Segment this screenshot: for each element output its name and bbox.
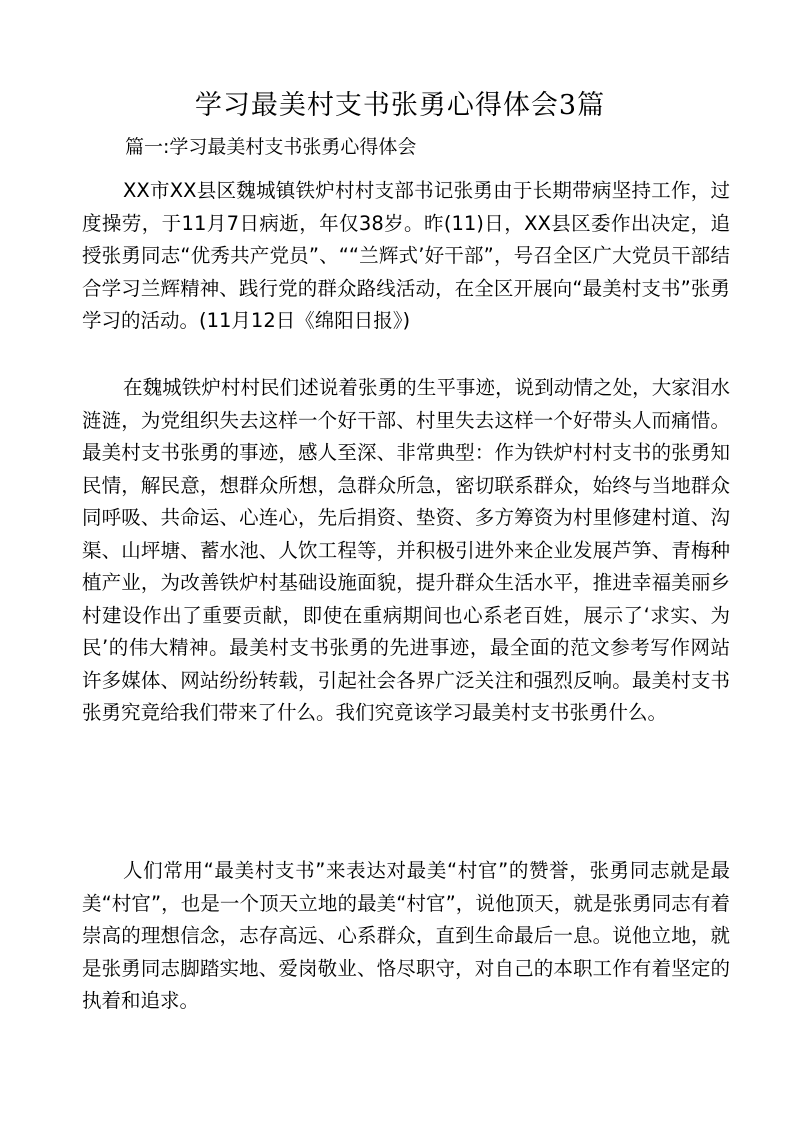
- paragraph-1: XX市XX县区魏城镇铁炉村村支部书记张勇由于长期带病坚持工作，过度操劳，于11月7日病逝，年仅38岁。昨(11)日，XX县区委作出决定，追授张勇同志“优秀共产党员”、““兰辉式’好干部”，号召全区广大党员干部结合学习兰辉精神、践行党的群众路线活动，在全区开展向“最美村支书”张勇学习的活动。(11月12日《绵阳日报》): [82, 179, 730, 332]
- paragraph-2: 在魏城铁炉村村民们述说着张勇的生平事迹，说到动情之处，大家泪水涟涟，为党组织失去这样一个好干部、村里失去这样一个好带头人而痛惜。最美村支书张勇的事迹，感人至深、非常典型：作为铁炉村村支书的张勇知民情，解民意，想群众所想，急群众所急，密切联系群众，始终与当地群众同呼吸、共命运、心连心，先后捐资、垫资、多方筹资为村里修建村道、沟渠、山坪塘、蓄水池、人饮工程等，并积极引进外来企业发展芦笋、青梅种植产业，为改善铁炉村基础设施面貌，提升群众生活水平，推进幸福美丽乡村建设作出了重要贡献，即使在重病期间也心系老百姓，展示了‘求实、为民’的伟大精神。最美村支书张勇的先进事迹，最全面的范文参考写作网站许多媒体、网站纷纷转载，引起社会各界广泛关注和强烈反响。最美村支书张勇究竟给我们带来了什么。我们究竟该学习最美村支书张勇什么。: [82, 376, 730, 724]
- section-heading: 篇一:学习最美村支书张勇心得体会: [125, 136, 417, 158]
- document-title: 学习最美村支书张勇心得体会3篇: [194, 90, 606, 121]
- paragraph-3: 人们常用“最美村支书”来表达对最美“村官”的赞誉，张勇同志就是最美“村官”，也是一个顶天立地的最美“村官”，说他顶天，就是张勇同志有着崇高的理想信念，志存高远、心系群众，直到生命最后一息。说他立地，就是张勇同志脚踏实地、爱岗敬业、恪尽职守，对自己的本职工作有着坚定的执着和追求。: [82, 859, 730, 1012]
